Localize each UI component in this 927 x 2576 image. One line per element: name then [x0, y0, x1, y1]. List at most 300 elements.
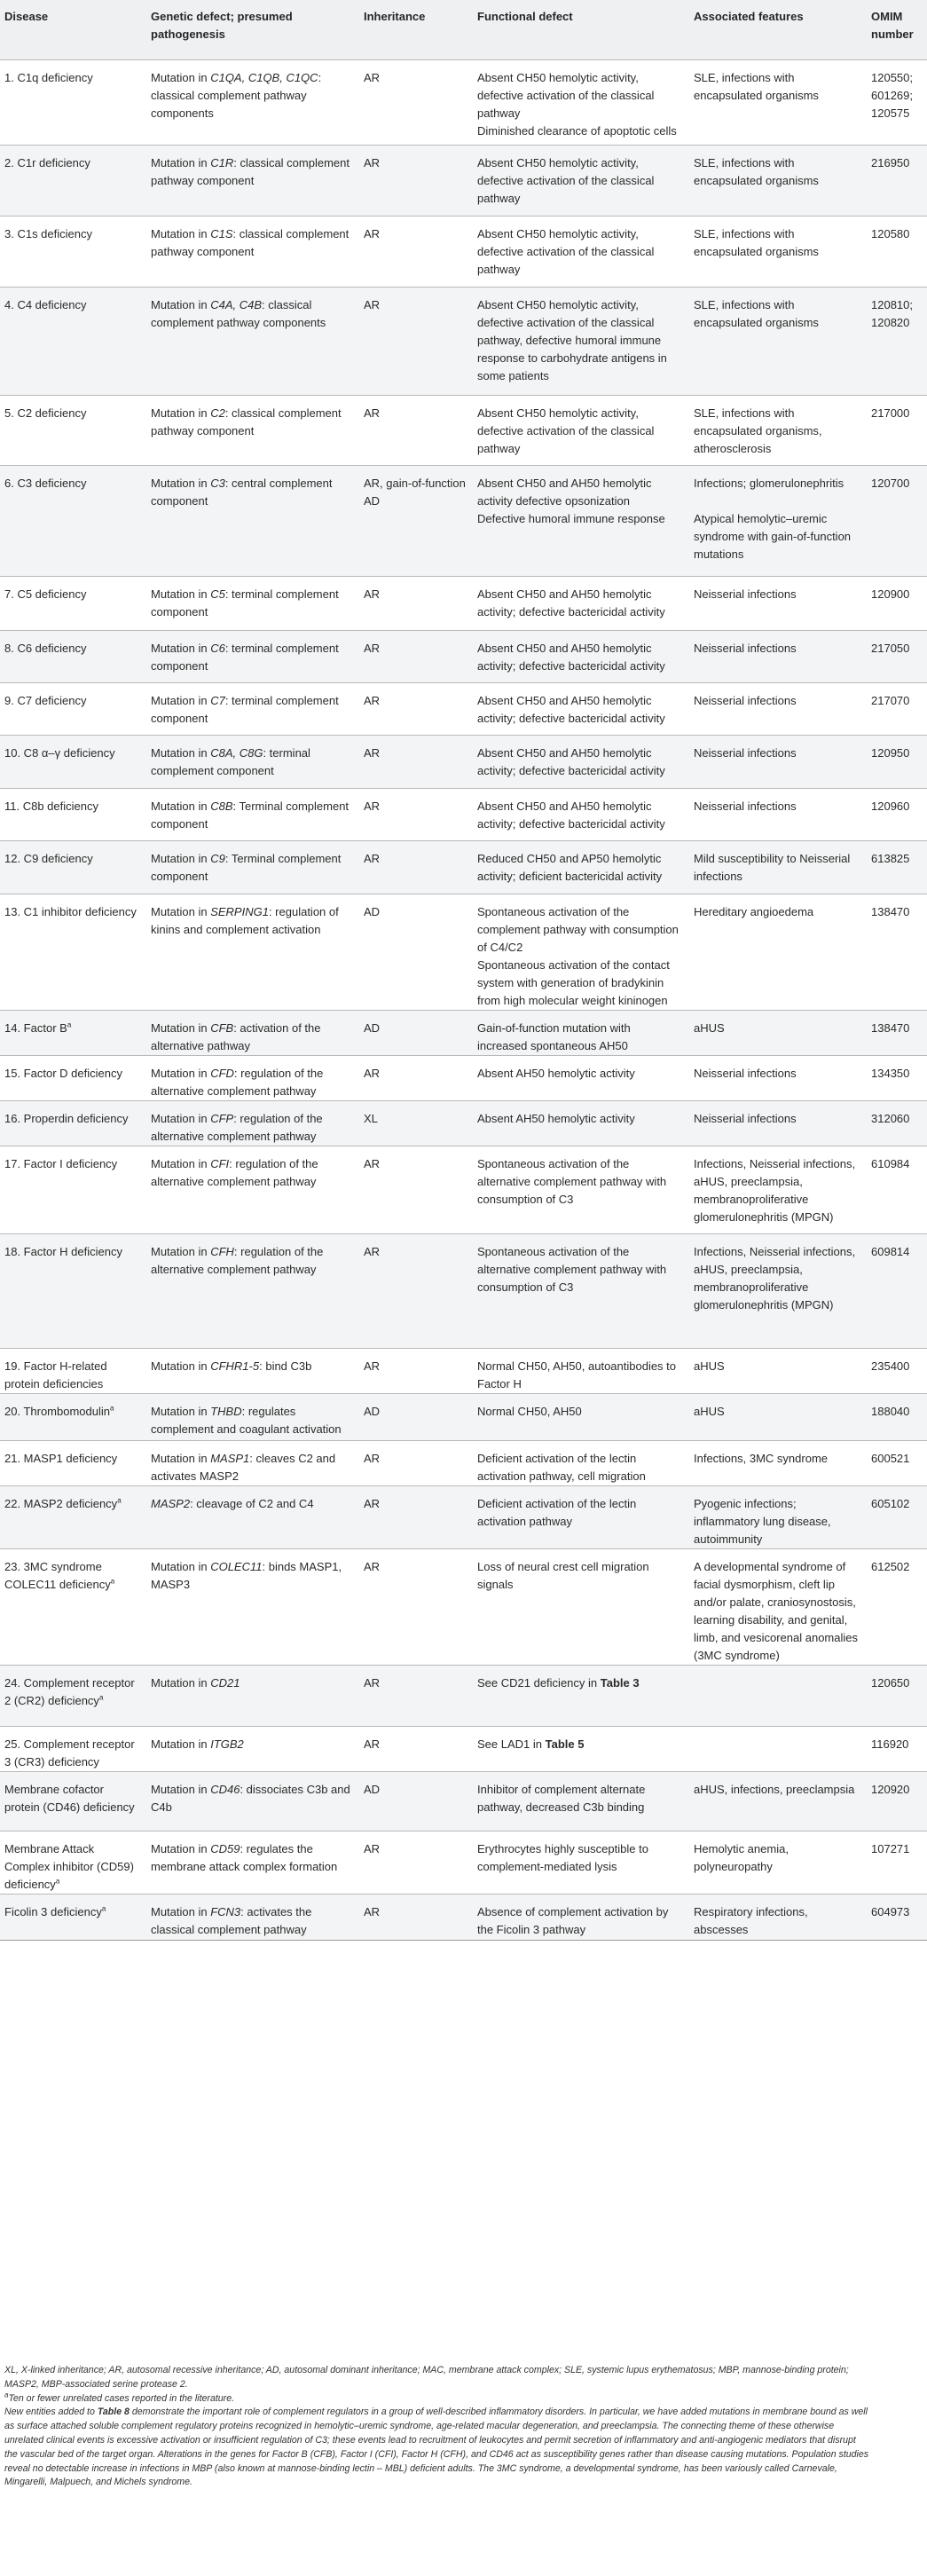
genetic-defect-text: : activation of the alternative pathway	[151, 1020, 321, 1052]
omim-number-cell: 235400	[871, 1359, 910, 1373]
associated-features-cell	[689, 1393, 867, 1440]
genetic-defect-cell	[146, 1393, 359, 1440]
genetic-defect-text: Mutation in	[151, 641, 211, 655]
functional-defect-cell	[473, 894, 689, 1010]
disease-cell	[0, 682, 146, 735]
footnote-marker: a	[101, 1904, 106, 1913]
genetic-defect-text: : terminal complement component	[151, 587, 339, 618]
genetic-defect-text: : terminal complement component	[151, 693, 339, 725]
omim-number-cell: 120650	[867, 1665, 927, 1726]
genetic-defect-text: Mutation in	[151, 297, 211, 311]
genetic-defect-text: Mutation in	[151, 70, 211, 84]
inheritance-cell: AD	[359, 1771, 473, 1831]
inheritance-cell: AR	[364, 693, 381, 707]
table-row	[0, 840, 927, 894]
header-disease: Disease	[4, 10, 49, 23]
inheritance-cell: AR	[359, 630, 473, 682]
table-row	[0, 59, 927, 145]
functional-defect-text: Absent CH50 and AH50 hemolytic activity; defective bactericidal activity	[477, 693, 665, 725]
associated-feature-text: Neisserial infections	[694, 693, 797, 707]
new-entities-text: demonstrate the important role of complement regulators in a group of well-described inflammatory disorders. In particular, we have added mutations in membrane bound as well as surface attached soluble complement regulatory proteins recognized in hemolytic–uremic syndrome, age-related macular degeneration, and preeclampsia. The connecting theme of these otherwise unrelated clinical events is excessive activation or insufficient regulation of C3; these events lead to recruitment of leukocytes and permit secretion of inflammatory and anti-angiogenic mediators that disrupt the vascular bed of the target organ. Alterations in the genes for Factor B (CFB), Factor I (CFI), Factor H (CFH), and CD46 act as susceptibility genes rather than disease causing mutations. Population studies reveal no detectable increase in infections in MBP (also known at mannose-binding lectin – MBL) deficient adults. The 3MC syndrome, a developmental syndrome, has been variously called Carnevale, Mingarelli, Malpuech, and Michels syndrome.	[4, 2407, 869, 2488]
disease-name: 16. Properdin deficiency	[4, 1111, 129, 1125]
genetic-defect-text: : binds MASP1, MASP3	[151, 1559, 342, 1591]
inheritance-cell: AR	[359, 840, 473, 894]
table-reference-link[interactable]: Table 3	[600, 1675, 640, 1690]
table-row	[0, 287, 927, 395]
disease-name: 10. C8 α–γ deficiency	[4, 745, 115, 760]
omim-number-cell: 612502	[871, 1559, 910, 1573]
gene-name: ITGB2	[210, 1737, 244, 1751]
genetic-defect-text: : classical complement pathway component	[151, 226, 350, 258]
omim-number-cell: 609814	[867, 1233, 927, 1348]
genetic-defect-cell	[146, 576, 359, 630]
inheritance-cell: AR	[364, 1451, 381, 1465]
functional-defect-cell	[473, 576, 689, 630]
associated-feature-text: Infections, Neisserial infections, aHUS, preeclampsia, membranoproliferative glomerulonephritis (MPGN)	[694, 1156, 856, 1224]
gene-name: CFI	[210, 1156, 230, 1170]
disease-cell	[0, 287, 146, 395]
table-reference-link[interactable]: Table 5	[545, 1737, 585, 1751]
associated-features-cell	[689, 840, 867, 894]
functional-defect-cell	[473, 1771, 689, 1831]
functional-defect-text: Absent AH50 hemolytic activity	[477, 1066, 635, 1080]
genetic-defect-text: : terminal complement component	[151, 745, 310, 777]
genetic-defect-text: : classical complement pathway components	[151, 70, 322, 120]
associated-feature-text: Atypical hemolytic–uremic syndrome with gain-of-function mutations	[694, 511, 852, 561]
omim-number-cell: 188040	[867, 1393, 927, 1440]
associated-feature-text: Neisserial infections	[694, 799, 797, 813]
genetic-defect-text: : cleavage of C2 and C4	[190, 1496, 314, 1510]
functional-defect-cell	[473, 287, 689, 395]
disease-cell	[0, 1393, 146, 1440]
inheritance-cell: AD	[359, 1393, 473, 1440]
functional-defect-cell	[473, 465, 689, 576]
disease-cell	[0, 1233, 146, 1348]
associated-feature-text: Respiratory infections, abscesses	[694, 1904, 808, 1936]
functional-defect-cell	[473, 1726, 689, 1771]
disease-name: Membrane cofactor protein (CD46) deficiency	[4, 1782, 135, 1814]
associated-features-cell	[689, 576, 867, 630]
genetic-defect-text: Mutation in	[151, 1066, 211, 1080]
associated-features-cell	[689, 59, 867, 145]
inheritance-cell: AR	[364, 799, 381, 813]
genetic-defect-text: : central complement component	[151, 476, 333, 508]
table-row	[0, 1485, 927, 1548]
disease-cell	[0, 735, 146, 788]
genetic-defect-text: Mutation in	[151, 745, 211, 760]
disease-cell	[0, 59, 146, 145]
genetic-defect-text: : regulates complement and coagulant activation	[151, 1404, 342, 1436]
omim-number-cell: 138470	[867, 1010, 927, 1055]
omim-number-cell: 120700	[867, 465, 927, 576]
associated-features-cell	[689, 395, 867, 465]
associated-features-cell	[689, 1146, 867, 1233]
disease-cell	[0, 1771, 146, 1831]
genetic-defect-cell	[146, 287, 359, 395]
genetic-defect-cell	[146, 1100, 359, 1146]
table-row	[0, 1233, 927, 1348]
disease-name: 22. MASP2 deficiency	[4, 1496, 118, 1510]
footnote-marker: a	[4, 2391, 9, 2399]
functional-defect-text: Deficient activation of the lectin activation pathway	[477, 1496, 637, 1528]
associated-feature-text: Pyogenic infections; inflammatory lung disease, autoimmunity	[694, 1496, 831, 1546]
disease-name: 18. Factor H deficiency	[4, 1244, 122, 1258]
disease-cell	[0, 1894, 146, 1940]
omim-number-cell: 120580	[871, 226, 910, 240]
inheritance-cell: AR	[359, 1665, 473, 1726]
associated-features-cell	[689, 630, 867, 682]
gene-name: MASP1	[210, 1451, 250, 1465]
genetic-defect-text: Mutation in	[151, 1156, 211, 1170]
table-row	[0, 216, 927, 287]
gene-name: C7	[210, 693, 225, 707]
new-entities-lead: New entities added to	[4, 2407, 98, 2418]
disease-name: 3. C1s deficiency	[4, 226, 92, 240]
associated-feature-text: Mild susceptibility to Neisserial infections	[694, 851, 851, 883]
genetic-defect-text: Mutation in	[151, 851, 211, 865]
genetic-defect-text: : Terminal complement component	[151, 851, 342, 883]
omim-number-cell: 312060	[867, 1100, 927, 1146]
table-row	[0, 145, 927, 216]
associated-features-cell	[689, 1440, 867, 1485]
disease-name: 17. Factor I deficiency	[4, 1156, 118, 1170]
genetic-defect-cell	[146, 145, 359, 216]
genetic-defect-cell	[146, 1894, 359, 1940]
functional-defect-text: Absent CH50 and AH50 hemolytic activity; defective bactericidal activity	[477, 641, 665, 673]
header-genetic-defect: Genetic defect; presumed pathogenesis	[151, 10, 293, 41]
functional-defect-text: Absent CH50 and AH50 hemolytic activity; defective bactericidal activity	[477, 799, 665, 831]
table-row	[0, 576, 927, 630]
genetic-defect-cell	[146, 1771, 359, 1831]
gene-name: CFH	[210, 1244, 234, 1258]
disease-name: 24. Complement receptor 2 (CR2) deficiency	[4, 1675, 135, 1707]
inheritance-cell: AD	[364, 904, 381, 918]
disease-name: 4. C4 deficiency	[4, 297, 87, 311]
associated-features-cell	[689, 894, 867, 1010]
omim-number-cell: 604973	[867, 1894, 927, 1940]
functional-defect-cell	[473, 59, 689, 145]
gene-name: C8A, C8G	[210, 745, 263, 760]
disease-name: 25. Complement receptor 3 (CR3) deficiency	[4, 1737, 135, 1769]
functional-defect-text: Absent CH50 and AH50 hemolytic activity; defective bactericidal activity	[477, 587, 665, 618]
functional-defect-cell	[473, 735, 689, 788]
gene-name: C4A, C4B	[210, 297, 263, 311]
functional-defect-text: Absent CH50 and AH50 hemolytic activity defective opsonization	[477, 476, 652, 508]
table-8-link[interactable]: Table 8	[97, 2407, 130, 2418]
associated-features-cell	[689, 1055, 867, 1100]
inheritance-cell: AR	[364, 587, 381, 601]
genetic-defect-cell	[146, 216, 359, 287]
genetic-defect-text: : Terminal complement component	[151, 799, 350, 831]
functional-defect-text: Diminished clearance of apoptotic cells	[477, 123, 677, 138]
table-row	[0, 1100, 927, 1146]
functional-defect-text: Absent CH50 hemolytic activity, defective activation of the classical pathway	[477, 155, 655, 205]
functional-defect-text: Absence of complement activation by the Ficolin 3 pathway	[477, 1904, 669, 1936]
genetic-defect-text: Mutation in	[151, 693, 211, 707]
associated-features-cell	[689, 1100, 867, 1146]
table-row	[0, 788, 927, 840]
inheritance-cell: AR	[359, 145, 473, 216]
genetic-defect-cell	[146, 1440, 359, 1485]
functional-defect-cell	[473, 1393, 689, 1440]
footnote-marker: a	[117, 1496, 122, 1505]
gene-name: COLEC11	[210, 1559, 263, 1573]
associated-feature-text: aHUS	[694, 1359, 725, 1373]
footnote-marker: a	[98, 1693, 104, 1702]
disease-cell	[0, 465, 146, 576]
table-row	[0, 630, 927, 682]
disease-cell	[0, 1548, 146, 1665]
genetic-defect-text: : classical complement pathway component	[151, 155, 350, 187]
disease-name: 19. Factor H-related protein deficiencies	[4, 1359, 107, 1390]
gene-name: CD21	[210, 1675, 240, 1690]
associated-features-cell	[689, 465, 867, 576]
table-row	[0, 1146, 927, 1233]
inheritance-cell: AR	[359, 1894, 473, 1940]
omim-number-cell: 216950	[867, 145, 927, 216]
gene-name: C3	[210, 476, 225, 490]
disease-name: Membrane Attack Complex inhibitor (CD59) deficiency	[4, 1841, 134, 1891]
inheritance-cell: AR	[359, 1485, 473, 1548]
genetic-defect-text: Mutation in	[151, 1841, 211, 1855]
gene-name: MASP2	[151, 1496, 191, 1510]
genetic-defect-cell	[146, 682, 359, 735]
table-row	[0, 1665, 927, 1726]
functional-defect-text: Absent AH50 hemolytic activity	[477, 1111, 635, 1125]
functional-defect-cell	[473, 1440, 689, 1485]
associated-feature-text: Neisserial infections	[694, 1111, 797, 1125]
gene-name: C9	[210, 851, 225, 865]
functional-defect-cell	[473, 1894, 689, 1940]
genetic-defect-text: Mutation in	[151, 226, 211, 240]
genetic-defect-text: Mutation in	[151, 1359, 211, 1373]
disease-cell	[0, 1726, 146, 1771]
genetic-defect-text: : terminal complement component	[151, 641, 339, 673]
functional-defect-text: Absent CH50 hemolytic activity, defective activation of the classical pathway	[477, 226, 655, 276]
footnote-marker: a	[110, 1404, 114, 1413]
associated-features-cell	[689, 1010, 867, 1055]
functional-defect-text: Reduced CH50 and AP50 hemolytic activity; deficient bactericidal activity	[477, 851, 663, 883]
table-header	[0, 0, 927, 59]
disease-cell	[0, 630, 146, 682]
inheritance-cell: AR	[364, 406, 381, 420]
disease-cell	[0, 840, 146, 894]
genetic-defect-text: : regulation of the alternative complement pathway	[151, 1111, 323, 1143]
genetic-defect-text: : classical complement pathway components	[151, 297, 326, 329]
functional-defect-text: Spontaneous activation of the alternative complement pathway with consumption of C3	[477, 1244, 667, 1294]
disease-name: 13. C1 inhibitor deficiency	[4, 904, 137, 918]
genetic-defect-text: Mutation in	[151, 406, 211, 420]
omim-number-cell: 120810; 120820	[867, 287, 927, 395]
associated-feature-text: Neisserial infections	[694, 745, 797, 760]
gene-name: FCN3	[210, 1904, 241, 1918]
disease-cell	[0, 576, 146, 630]
table-row	[0, 465, 927, 576]
disease-cell	[0, 1440, 146, 1485]
functional-defect-text: Defective humoral immune response	[477, 511, 665, 525]
footnote-marker: a	[55, 1877, 60, 1886]
gene-name: C2	[210, 406, 225, 420]
inheritance-cell: AR	[364, 1066, 381, 1080]
disease-cell	[0, 894, 146, 1010]
associated-feature-text: aHUS	[694, 1404, 725, 1418]
table-row	[0, 1894, 927, 1940]
associated-feature-text: Hemolytic anemia, polyneuropathy	[694, 1841, 789, 1873]
associated-features-cell	[689, 287, 867, 395]
functional-defect-text: Gain-of-function mutation with increased spontaneous AH50	[477, 1020, 631, 1052]
genetic-defect-cell	[146, 1665, 359, 1726]
abbreviations-note: XL, X-linked inheritance; AR, autosomal recessive inheritance; AD, autosomal dominant inheritance; MAC, membrane attack complex; SLE, systemic lupus erythematosus; MBP, mannose-binding protein; MASP2, MBP-associated serine protease 2.	[4, 2365, 849, 2390]
footnote-marker: a	[110, 1577, 115, 1586]
functional-defect-cell	[473, 840, 689, 894]
functional-defect-cell	[473, 682, 689, 735]
header-inheritance: Inheritance	[364, 10, 426, 23]
genetic-defect-cell	[146, 788, 359, 840]
disease-name: 8. C6 deficiency	[4, 641, 87, 655]
omim-number-cell: 217050	[867, 630, 927, 682]
functional-defect-text: Spontaneous activation of the alternative complement pathway with consumption of C3	[477, 1156, 667, 1206]
table-row	[0, 1771, 927, 1831]
genetic-defect-cell	[146, 1055, 359, 1100]
associated-feature-text: Hereditary angioedema	[694, 904, 814, 918]
functional-defect-text: Normal CH50, AH50, autoantibodies to Factor H	[477, 1359, 677, 1390]
header-functional-defect: Functional defect	[477, 10, 573, 23]
disease-name: 20. Thrombomodulin	[4, 1404, 110, 1418]
disease-name: 7. C5 deficiency	[4, 587, 87, 601]
functional-defect-cell	[473, 395, 689, 465]
genetic-defect-cell	[146, 1831, 359, 1894]
genetic-defect-cell	[146, 465, 359, 576]
disease-cell	[0, 788, 146, 840]
omim-number-cell: 610984	[871, 1156, 910, 1170]
omim-number-cell: 120550; 601269; 120575	[871, 70, 913, 120]
associated-feature-text: Neisserial infections	[694, 641, 797, 655]
functional-defect-text: Loss of neural crest cell migration signals	[477, 1559, 649, 1591]
gene-name: CFB	[210, 1020, 234, 1035]
functional-defect-cell	[473, 1055, 689, 1100]
omim-number-cell: 120950	[867, 735, 927, 788]
gene-name: CFD	[210, 1066, 234, 1080]
header-associated-features: Associated features	[694, 10, 804, 23]
rare-cases-text: Ten or fewer unrelated cases reported in the literature.	[8, 2392, 235, 2404]
disease-cell	[0, 1831, 146, 1894]
header-row	[0, 0, 927, 59]
header-omim-number: OMIM number	[871, 10, 914, 41]
disease-cell	[0, 1665, 146, 1726]
disease-cell	[0, 1010, 146, 1055]
associated-features-cell	[689, 1485, 867, 1548]
table-row	[0, 1548, 927, 1665]
table-row	[0, 395, 927, 465]
functional-defect-text: See CD21 deficiency in	[477, 1675, 601, 1690]
disease-name: 21. MASP1 deficiency	[4, 1451, 118, 1465]
inheritance-cell: AR	[364, 1359, 381, 1373]
disease-name: 12. C9 deficiency	[4, 851, 93, 865]
table-body	[0, 59, 927, 1940]
genetic-defect-text: Mutation in	[151, 799, 211, 813]
table-row	[0, 1055, 927, 1100]
gene-name: C1QA, C1QB, C1QC	[210, 70, 318, 84]
functional-defect-text: Spontaneous activation of the complement pathway with consumption of C4/C2	[477, 904, 679, 954]
functional-defect-text: Absent CH50 hemolytic activity, defective activation of the classical pathway	[477, 70, 655, 120]
omim-number-cell: 107271	[871, 1841, 910, 1855]
table-row	[0, 1348, 927, 1393]
functional-defect-cell	[473, 1100, 689, 1146]
genetic-defect-text: : bind C3b	[259, 1359, 312, 1373]
functional-defect-text: Absent CH50 and AH50 hemolytic activity; defective bactericidal activity	[477, 745, 665, 777]
functional-defect-text: Absent CH50 hemolytic activity, defective activation of the classical pathway	[477, 406, 655, 455]
disease-cell	[0, 1146, 146, 1233]
genetic-defect-text: : regulation of the alternative complement pathway	[151, 1244, 324, 1276]
gene-name: C8B	[210, 799, 233, 813]
genetic-defect-text: : classical complement pathway component	[151, 406, 342, 437]
genetic-defect-text: : regulation of the alternative complement pathway	[151, 1066, 324, 1098]
omim-number-cell: 613825	[867, 840, 927, 894]
associated-feature-text: Infections; glomerulonephritis	[694, 476, 845, 490]
functional-defect-cell	[473, 630, 689, 682]
functional-defect-cell	[473, 1548, 689, 1665]
functional-defect-cell	[473, 1831, 689, 1894]
omim-number-cell: 217000	[871, 406, 910, 420]
functional-defect-text: See LAD1 in	[477, 1737, 546, 1751]
disease-name: 11. C8b deficiency	[4, 799, 98, 813]
associated-features-cell	[689, 1665, 867, 1726]
associated-feature-text: Neisserial infections	[694, 587, 797, 601]
genetic-defect-text: Mutation in	[151, 1404, 211, 1418]
inheritance-cell: AR	[364, 70, 381, 84]
gene-name: CFHR1-5	[210, 1359, 260, 1373]
inheritance-cell: AD	[359, 1010, 473, 1055]
genetic-defect-text: : regulation of the alternative complement pathway	[151, 1156, 318, 1188]
associated-features-cell	[689, 1771, 867, 1831]
genetic-defect-text: Mutation in	[151, 1904, 211, 1918]
functional-defect-cell	[473, 788, 689, 840]
functional-defect-cell	[473, 1485, 689, 1548]
genetic-defect-cell	[146, 1548, 359, 1665]
genetic-defect-cell	[146, 840, 359, 894]
gene-name: SERPING1	[210, 904, 269, 918]
associated-features-cell	[689, 145, 867, 216]
inheritance-cell: XL	[359, 1100, 473, 1146]
genetic-defect-text: Mutation in	[151, 1675, 211, 1690]
associated-features-cell	[689, 1831, 867, 1894]
disease-cell	[0, 1055, 146, 1100]
genetic-defect-text: : regulates the membrane attack complex formation	[151, 1841, 338, 1873]
genetic-defect-cell	[146, 894, 359, 1010]
genetic-defect-text: Mutation in	[151, 1111, 211, 1125]
gene-name: C5	[210, 587, 225, 601]
functional-defect-cell	[473, 145, 689, 216]
omim-number-cell: 120900	[871, 587, 910, 601]
omim-number-cell: 600521	[871, 1451, 910, 1465]
functional-defect-cell	[473, 1233, 689, 1348]
functional-defect-text: Inhibitor of complement alternate pathway, decreased C3b binding	[477, 1782, 646, 1814]
table-row	[0, 1440, 927, 1485]
gene-name: THBD	[210, 1404, 242, 1418]
omim-number-cell: 138470	[871, 904, 910, 918]
genetic-defect-text: Mutation in	[151, 1737, 211, 1751]
associated-features-cell	[689, 735, 867, 788]
footnote-marker: a	[67, 1020, 72, 1029]
functional-defect-text: Deficient activation of the lectin activation pathway, cell migration	[477, 1451, 646, 1483]
table-row	[0, 682, 927, 735]
genetic-defect-text: : regulation of kinins and complement activation	[151, 904, 339, 936]
genetic-defect-text: : dissociates C3b and C4b	[151, 1782, 350, 1814]
inheritance-cell: AR	[364, 1156, 381, 1170]
inheritance-cell: AR, gain-of-function AD	[359, 465, 473, 576]
genetic-defect-text: Mutation in	[151, 476, 211, 490]
inheritance-cell: AR	[359, 1233, 473, 1348]
